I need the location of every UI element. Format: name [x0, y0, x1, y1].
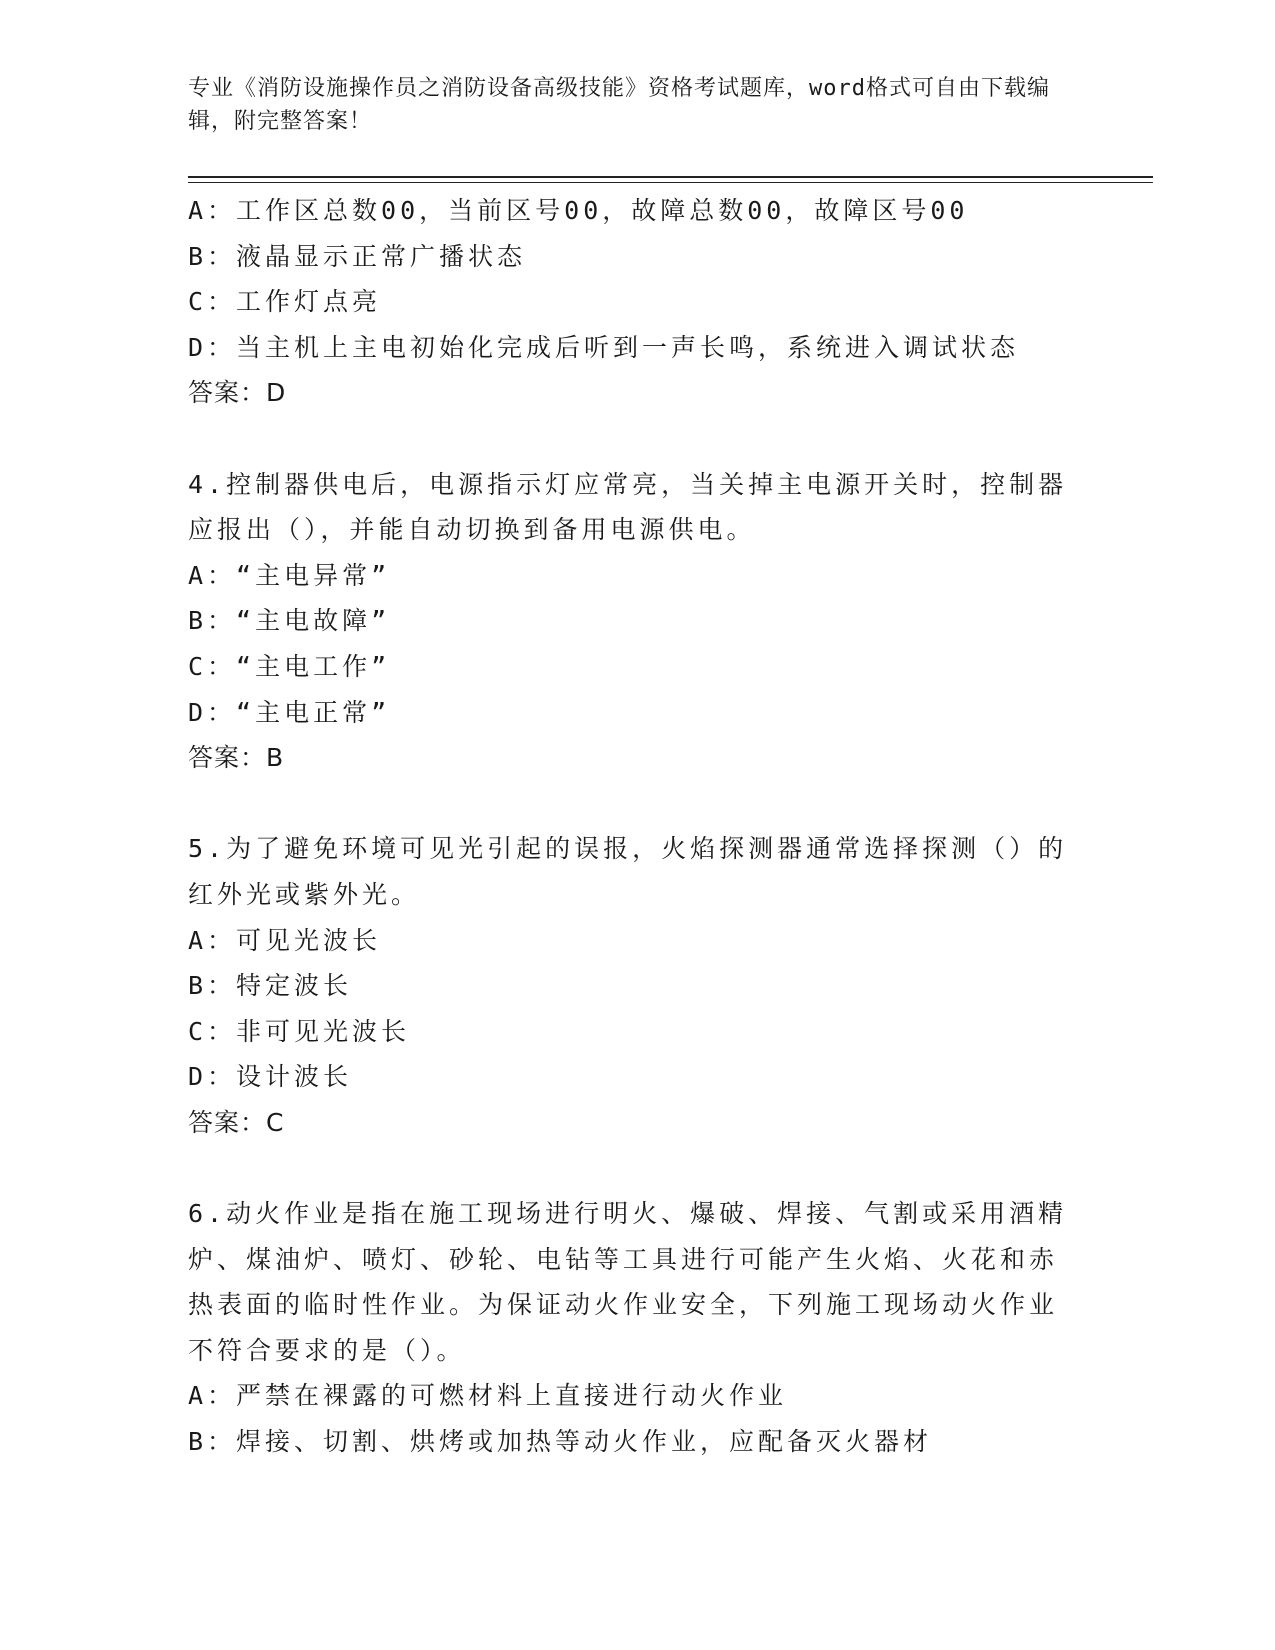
question-text: 不符合要求的是（）。 [188, 1335, 466, 1365]
option-d: D：当主机上主电初始化完成后听到一声长鸣，系统进入调试状态 [188, 332, 1020, 362]
option-c: C：“主电工作” [188, 651, 391, 681]
question-text: 红外光或紫外光。 [188, 879, 421, 909]
document-header [188, 72, 1068, 138]
option-a: A：可见光波长 [188, 925, 382, 955]
option-a: A：严禁在裸露的可燃材料上直接进行动火作业 [188, 1381, 788, 1411]
option-c: C：非可见光波长 [188, 1016, 411, 1046]
option-b: B：“主电故障” [188, 606, 391, 636]
answer: 答案：B [188, 743, 285, 773]
question-text: 应报出（），并能自动切换到备用电源供电。 [188, 515, 756, 545]
answer: 答案：D [188, 378, 287, 408]
option-b: B：焊接、切割、烘烤或加热等动火作业，应配备灭火器材 [188, 1427, 933, 1457]
question-5 [188, 826, 1068, 1145]
question-3 [188, 188, 1068, 416]
question-text: 6.动火作业是指在施工现场进行明火、爆破、焊接、气割或采用酒精 [188, 1199, 1068, 1229]
option-d: D：“主电正常” [188, 697, 391, 727]
question-text: 5.为了避免环境可见光引起的误报，火焰探测器通常选择探测（）的 [188, 834, 1068, 864]
header-divider-thick [188, 176, 1153, 178]
option-d: D：设计波长 [188, 1062, 353, 1092]
question-text: 4.控制器供电后，电源指示灯应常亮，当关掉主电源开关时，控制器 [188, 469, 1068, 499]
spacer [188, 1145, 1068, 1191]
option-b: B：液晶显示正常广播状态 [188, 241, 527, 271]
option-b: B：特定波长 [188, 971, 353, 1001]
question-6 [188, 1191, 1068, 1465]
spacer [188, 416, 1068, 462]
option-a: A：“主电异常” [188, 560, 391, 590]
header-title: 专业《消防设施操作员之消防设备高级技能》资格考试题库，word格式可自由下载编辑，附完整答案！ [188, 76, 1050, 134]
header-divider-thin [188, 182, 1153, 183]
question-4 [188, 462, 1068, 781]
option-a: A：工作区总数00，当前区号00，故障总数00，故障区号00 [188, 196, 969, 225]
option-c: C：工作灯点亮 [188, 287, 382, 317]
spacer [188, 781, 1068, 827]
question-list [188, 188, 1068, 1465]
question-text: 炉、煤油炉、喷灯、砂轮、电钻等工具进行可能产生火焰、火花和赤 [188, 1244, 1059, 1274]
answer: 答案：C [188, 1107, 285, 1137]
question-text: 热表面的临时性作业。为保证动火作业安全，下列施工现场动火作业 [188, 1290, 1059, 1320]
